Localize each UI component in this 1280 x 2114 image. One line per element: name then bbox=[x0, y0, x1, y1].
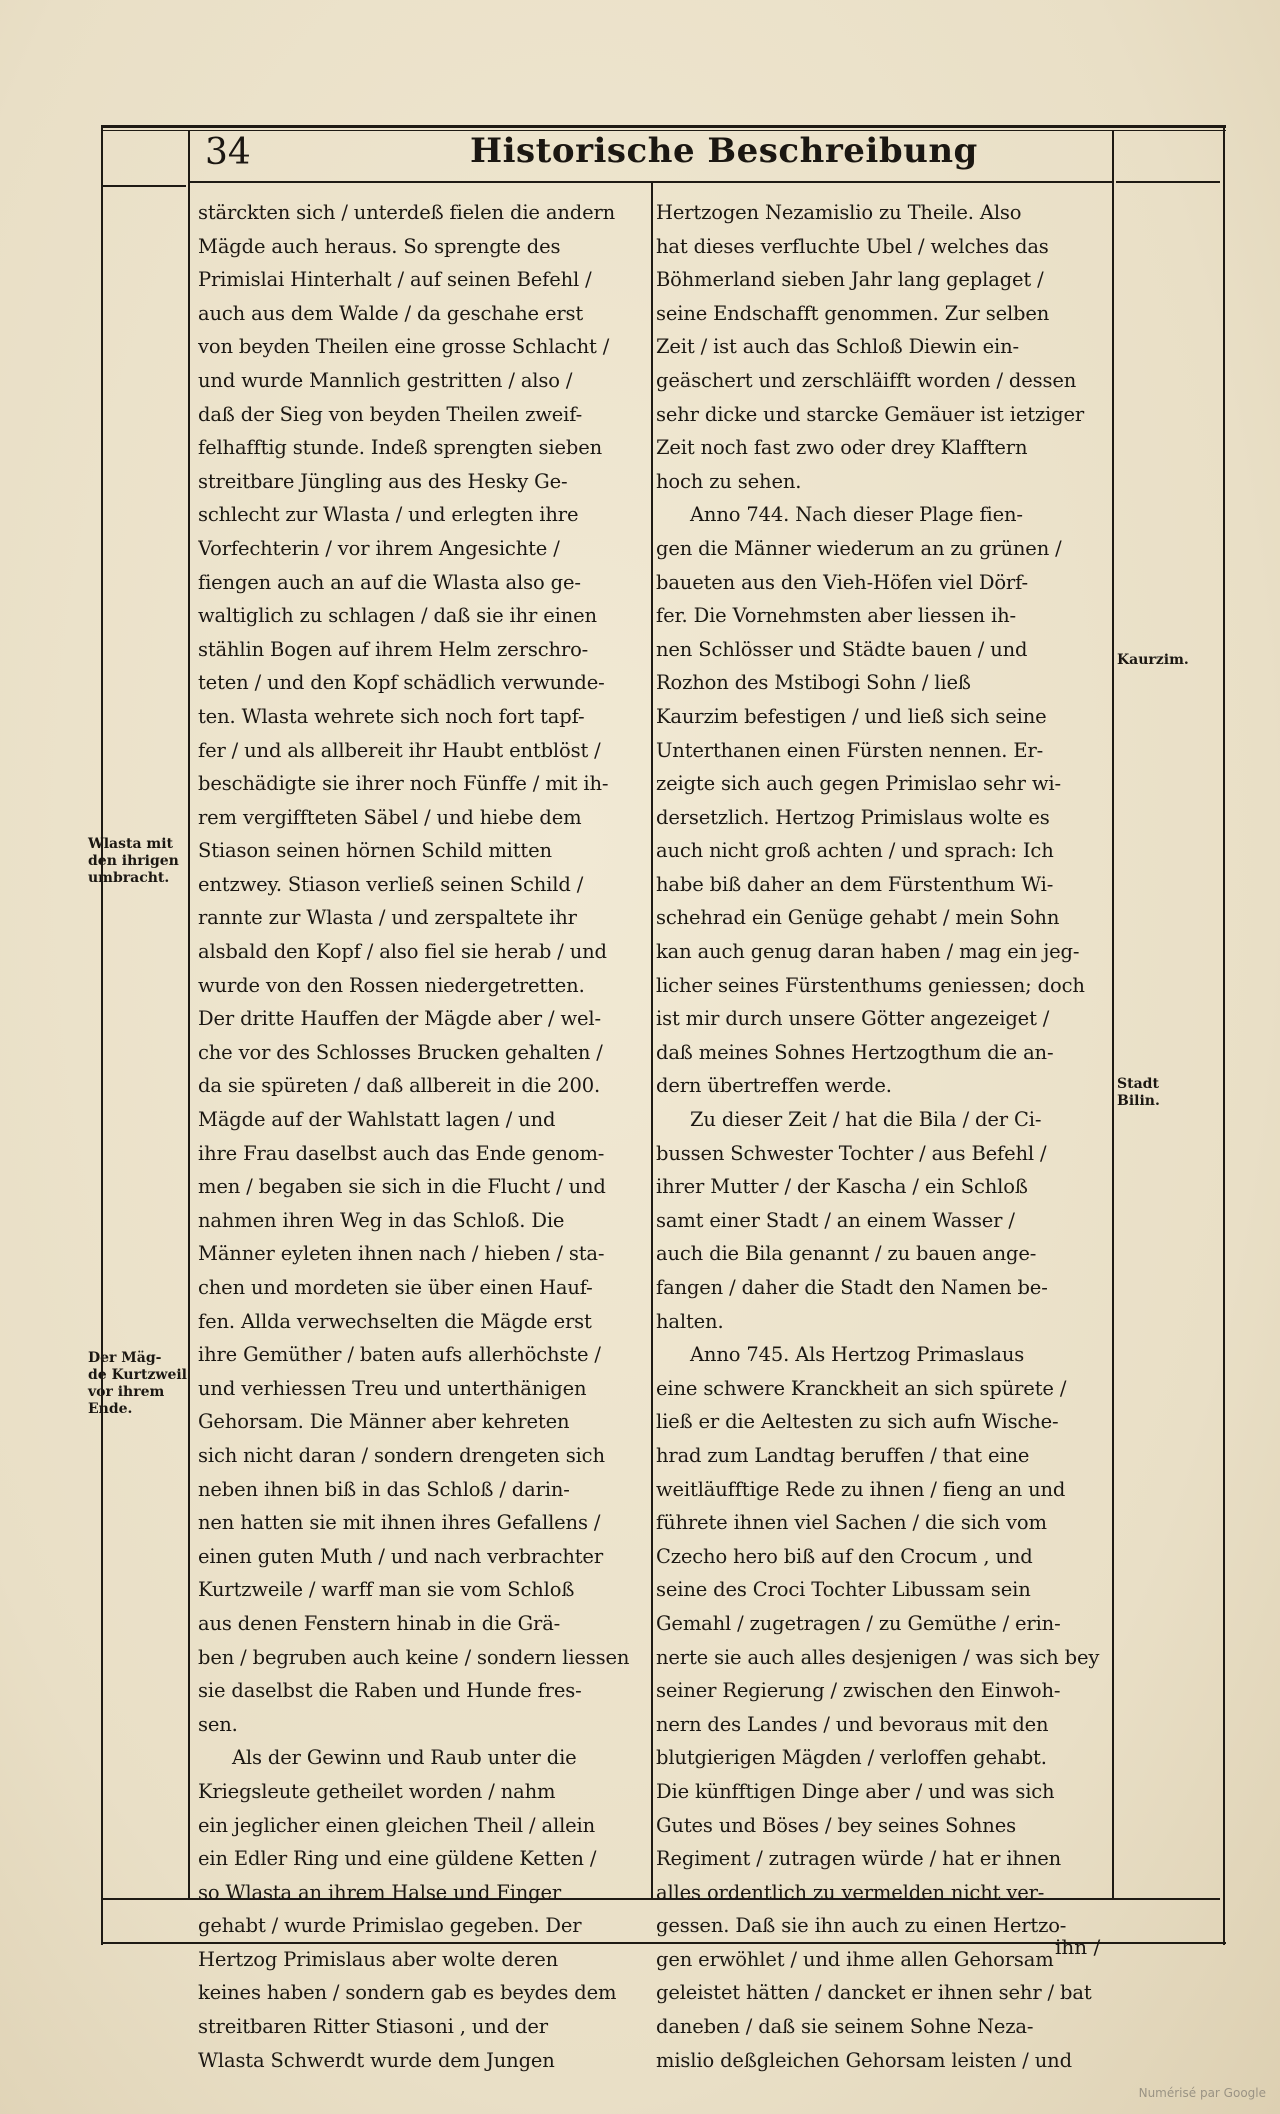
text-line: Kurtzweile / warff man sie vom Schloß bbox=[198, 1578, 575, 1602]
text-line: fen. Allda verwechselten die Mägde erst bbox=[198, 1309, 592, 1333]
text-line: Anno 744. Nach dieser Plage fien- bbox=[690, 503, 1023, 527]
text-line: Als der Gewinn und Raub unter die bbox=[232, 1746, 577, 1770]
text-line: ließ er die Aeltesten zu sich aufn Wische- bbox=[656, 1410, 1059, 1434]
catchword: ihn / bbox=[1055, 1935, 1101, 1959]
text-line: nen hatten sie mit ihnen ihres Gefallens / bbox=[198, 1511, 601, 1535]
text-line: hat dieses verfluchte Ubel / welches das bbox=[656, 234, 1049, 258]
margin-note-line: de Kurtzweil bbox=[88, 1367, 187, 1383]
text-line: Zeit noch fast zwo oder drey Klafftern bbox=[656, 436, 1028, 460]
text-line: auch nicht groß achten / und sprach: Ich bbox=[656, 839, 1054, 863]
text-line: eine schwere Kranckheit an sich spürete / bbox=[656, 1376, 1067, 1400]
text-line: sen. bbox=[198, 1712, 238, 1736]
text-line: auch die Bila genannt / zu bauen ange- bbox=[656, 1242, 1037, 1266]
text-line: Gutes und Böses / bey seines Sohnes bbox=[656, 1813, 1016, 1837]
text-line: Kaurzim befestigen / und ließ sich seine bbox=[656, 704, 1047, 728]
text-line: beschädigte sie ihrer noch Fünffe / mit ih- bbox=[198, 772, 609, 796]
text-line: ein Edler Ring und eine güldene Ketten / bbox=[198, 1847, 597, 1871]
margin-note-stadt-bilin bbox=[1117, 1076, 1160, 1110]
text-line: hoch zu sehen. bbox=[656, 469, 802, 493]
text-line: gessen. Daß sie ihn auch zu einen Hertzo- bbox=[656, 1914, 1067, 1938]
text-line: rannte zur Wlasta / und zerspaltete ihr bbox=[198, 906, 577, 930]
page-number: 34 bbox=[205, 132, 251, 173]
text-line: ihre Gemüther / baten aufs allerhöchste / bbox=[198, 1343, 601, 1367]
text-line: fangen / daher die Stadt den Namen be- bbox=[656, 1276, 1048, 1299]
text-line: alles ordentlich zu vermelden nicht ver- bbox=[656, 1880, 1045, 1904]
text-line: einen guten Muth / und nach verbrachter bbox=[198, 1544, 603, 1568]
text-line: geleistet hätten / dancket er ihnen sehr / bat bbox=[656, 1981, 1092, 2005]
text-line: stärckten sich / unterdeß fielen die andern bbox=[198, 201, 616, 224]
margin-note-line: Kaurzim. bbox=[1117, 652, 1189, 668]
right-frame-line bbox=[1223, 125, 1225, 1945]
text-line: auch aus dem Walde / da geschahe erst bbox=[198, 301, 584, 325]
text-line: Die künfftigen Dinge aber / und was sich bbox=[656, 1779, 1055, 1803]
text-line: seiner Regierung / zwischen den Einwoh- bbox=[656, 1679, 1061, 1703]
text-line: Hertzogen Nezamislio zu Theile. Also bbox=[656, 201, 1022, 224]
text-line: mislio deßgleichen Gehorsam leisten / und bbox=[656, 2048, 1072, 2072]
text-line: halten. bbox=[656, 1309, 724, 1333]
text-line: nern des Landes / und bevoraus mit den bbox=[656, 1712, 1049, 1736]
text-line: ten. Wlasta wehrete sich noch fort tapf- bbox=[198, 704, 585, 728]
text-line: und wurde Mannlich gestritten / also / bbox=[198, 368, 573, 392]
text-line: waltiglich zu schlagen / daß sie ihr einen bbox=[198, 604, 597, 628]
right-text-column bbox=[656, 196, 1106, 2077]
text-line: geäschert und zerschläifft worden / dessen bbox=[656, 368, 1077, 392]
text-line: men / begaben sie sich in die Flucht / und bbox=[198, 1175, 606, 1199]
text-line: sich nicht daran / sondern drengeten sich bbox=[198, 1443, 605, 1467]
text-line: Primislai Hinterhalt / auf seinen Befehl / bbox=[198, 268, 592, 292]
text-line: Anno 745. Als Hertzog Primaslaus bbox=[690, 1343, 1025, 1367]
text-line: licher seines Fürstenthums geniessen; doch bbox=[656, 973, 1085, 997]
text-line: von beyden Theilen eine grosse Schlacht / bbox=[198, 335, 610, 359]
text-line: habe biß daher an dem Fürstenthum Wi- bbox=[656, 872, 1054, 896]
text-line: schlecht zur Wlasta / und erlegten ihre bbox=[198, 503, 579, 527]
text-line: chen und mordeten sie über einen Hauf- bbox=[198, 1276, 593, 1299]
text-line: alsbald den Kopf / also fiel sie herab / und bbox=[198, 940, 607, 964]
text-line: Rozhon des Mstibogi Sohn / ließ bbox=[656, 671, 971, 695]
text-line: fiengen auch an auf die Wlasta also ge- bbox=[198, 570, 581, 594]
text-line: Gemahl / zugetragen / zu Gemüthe / erin- bbox=[656, 1611, 1061, 1635]
text-line: gen erwöhlet / und ihme allen Gehorsam bbox=[656, 1947, 1054, 1971]
text-line: Czecho hero biß auf den Crocum , und bbox=[656, 1544, 1033, 1568]
text-line: ein jeglicher einen gleichen Theil / allein bbox=[198, 1813, 596, 1837]
text-line: Mägde auf der Wahlstatt lagen / und bbox=[198, 1108, 556, 1132]
text-line: rem vergiffteten Säbel / und hiebe dem bbox=[198, 805, 582, 829]
text-line: streitbare Jüngling aus des Hesky Ge- bbox=[198, 469, 568, 493]
text-line: samt einer Stadt / an einem Wasser / bbox=[656, 1208, 1015, 1232]
text-line: seine des Croci Tochter Libussam sein bbox=[656, 1578, 1031, 1602]
margin-note-line: umbracht. bbox=[88, 870, 170, 886]
text-line: daß meines Sohnes Hertzogthum die an- bbox=[656, 1040, 1054, 1064]
scan-watermark: Numérisé par Google bbox=[1138, 2086, 1266, 2100]
left-frame-line bbox=[101, 125, 103, 1945]
text-line: neben ihnen biß in das Schloß / darin- bbox=[198, 1477, 570, 1501]
margin-note-line: Stadt bbox=[1117, 1076, 1159, 1092]
text-line: seine Endschafft genommen. Zur selben bbox=[656, 301, 1050, 325]
text-line: Männer eyleten ihnen nach / hieben / sta- bbox=[198, 1242, 605, 1266]
text-line: bussen Schwester Tochter / aus Befehl / bbox=[656, 1141, 1047, 1165]
running-title: Historische Beschreibung bbox=[470, 131, 978, 171]
column-divider bbox=[651, 183, 653, 1899]
text-line: baueten aus den Vieh-Höfen viel Dörf- bbox=[656, 570, 1028, 594]
text-line: Kriegsleute getheilet worden / nahm bbox=[198, 1779, 556, 1803]
text-line: Zu dieser Zeit / hat die Bila / der Ci- bbox=[690, 1108, 1042, 1132]
text-line: gen die Männer wiederum an zu grünen / bbox=[656, 536, 1062, 560]
text-line: Stiason seinen hörnen Schild mitten bbox=[198, 839, 552, 863]
text-line: dersetzlich. Hertzog Primislaus wolte es bbox=[656, 805, 1050, 829]
text-line: nahmen ihren Weg in das Schloß. Die bbox=[198, 1208, 565, 1232]
text-line: weitläufftige Rede zu ihnen / fieng an und bbox=[656, 1477, 1066, 1501]
text-line: hrad zum Landtag beruffen / that eine bbox=[656, 1443, 1030, 1467]
margin-note-line: Ende. bbox=[88, 1401, 133, 1417]
right-margin-divider bbox=[1112, 130, 1114, 1900]
left-margin-header-rule bbox=[102, 185, 186, 187]
text-line: fer. Die Vornehmsten aber liessen ih- bbox=[656, 604, 1016, 628]
text-line: fer / und als allbereit ihr Haubt entblöst / bbox=[198, 738, 601, 762]
text-line: stählin Bogen auf ihrem Helm zerschro- bbox=[198, 637, 589, 661]
text-line: sehr dicke und starcke Gemäuer ist ietziger bbox=[656, 402, 1085, 426]
text-line: gehabt / wurde Primislao gegeben. Der bbox=[198, 1914, 582, 1938]
margin-note-line: Wlasta mit bbox=[88, 836, 174, 852]
text-line: daneben / daß sie seinem Sohne Neza- bbox=[656, 2015, 1034, 2039]
top-rule-outer bbox=[102, 125, 1226, 128]
text-line: Hertzog Primislaus aber wolte deren bbox=[198, 1947, 559, 1971]
text-line: Unterthanen einen Fürsten nennen. Er- bbox=[656, 738, 1044, 762]
text-line: aus denen Fenstern hinab in die Grä- bbox=[198, 1611, 561, 1635]
margin-note-line: Der Mäg- bbox=[88, 1350, 162, 1366]
text-line: entzwey. Stiason verließ seinen Schild / bbox=[198, 872, 584, 896]
margin-note-line: den ihrigen bbox=[88, 853, 179, 869]
text-line: Böhmerland sieben Jahr lang geplaget / bbox=[656, 268, 1044, 292]
text-line: daß der Sieg von beyden Theilen zweif- bbox=[198, 402, 583, 426]
text-line: sie daselbst die Raben und Hunde fres- bbox=[198, 1679, 582, 1703]
text-line: che vor des Schlosses Brucken gehalten / bbox=[198, 1040, 603, 1064]
text-line: teten / und den Kopf schädlich verwunde- bbox=[198, 671, 605, 695]
text-line: kan auch genug daran haben / mag ein jeg- bbox=[656, 940, 1080, 964]
text-line: Der dritte Hauffen der Mägde aber / wel- bbox=[198, 1007, 601, 1031]
text-line: Gehorsam. Die Männer aber kehreten bbox=[198, 1410, 570, 1434]
text-line: ben / begruben auch keine / sondern liessen bbox=[198, 1645, 630, 1669]
left-text-column bbox=[198, 196, 648, 2077]
text-line: so Wlasta an ihrem Halse und Finger bbox=[198, 1880, 562, 1904]
text-line: nen Schlösser und Städte bauen / und bbox=[656, 637, 1028, 661]
text-line: Zeit / ist auch das Schloß Diewin ein- bbox=[656, 335, 1019, 359]
margin-note-wlasta bbox=[88, 836, 179, 887]
text-line: da sie spüreten / daß allbereit in die 200. bbox=[198, 1074, 601, 1098]
text-line: Wlasta Schwerdt wurde dem Jungen bbox=[198, 2048, 555, 2072]
text-line: führete ihnen viel Sachen / die sich vom bbox=[656, 1511, 1047, 1535]
text-line: zeigte sich auch gegen Primislao sehr wi- bbox=[656, 772, 1061, 796]
text-line: Mägde auch heraus. So sprengte des bbox=[198, 234, 561, 258]
margin-note-maegde bbox=[88, 1350, 187, 1418]
text-line: Regiment / zutragen würde / hat er ihnen bbox=[656, 1847, 1062, 1871]
text-line: ihre Frau daselbst auch das Ende genom- bbox=[198, 1141, 605, 1165]
text-line: ihrer Mutter / der Kascha / ein Schloß bbox=[656, 1175, 1028, 1199]
text-line: keines haben / sondern gab es beydes dem bbox=[198, 1981, 617, 2005]
margin-note-kaurzim bbox=[1117, 652, 1189, 669]
margin-note-line: Bilin. bbox=[1117, 1093, 1160, 1109]
text-line: dern übertreffen werde. bbox=[656, 1074, 892, 1098]
text-line: und verhiessen Treu und unterthänigen bbox=[198, 1376, 587, 1400]
left-margin-divider bbox=[188, 130, 190, 1900]
margin-note-line: vor ihrem bbox=[88, 1384, 165, 1400]
text-line: wurde von den Rossen niedergetretten. bbox=[198, 973, 585, 997]
text-line: schehrad ein Genüge gehabt / mein Sohn bbox=[656, 906, 1060, 930]
text-line: ist mir durch unsere Götter angezeiget / bbox=[656, 1007, 1050, 1031]
text-line: Vorfechterin / vor ihrem Angesichte / bbox=[198, 536, 560, 560]
right-margin-header-rule bbox=[1116, 181, 1220, 183]
text-line: nerte sie auch alles desjenigen / was sich bey bbox=[656, 1645, 1100, 1669]
text-line: felhafftig stunde. Indeß sprengten sieben bbox=[198, 436, 602, 460]
text-line: streitbaren Ritter Stiasoni , und der bbox=[198, 2015, 548, 2039]
text-line: blutgierigen Mägden / verloffen gehabt. bbox=[656, 1746, 1047, 1770]
